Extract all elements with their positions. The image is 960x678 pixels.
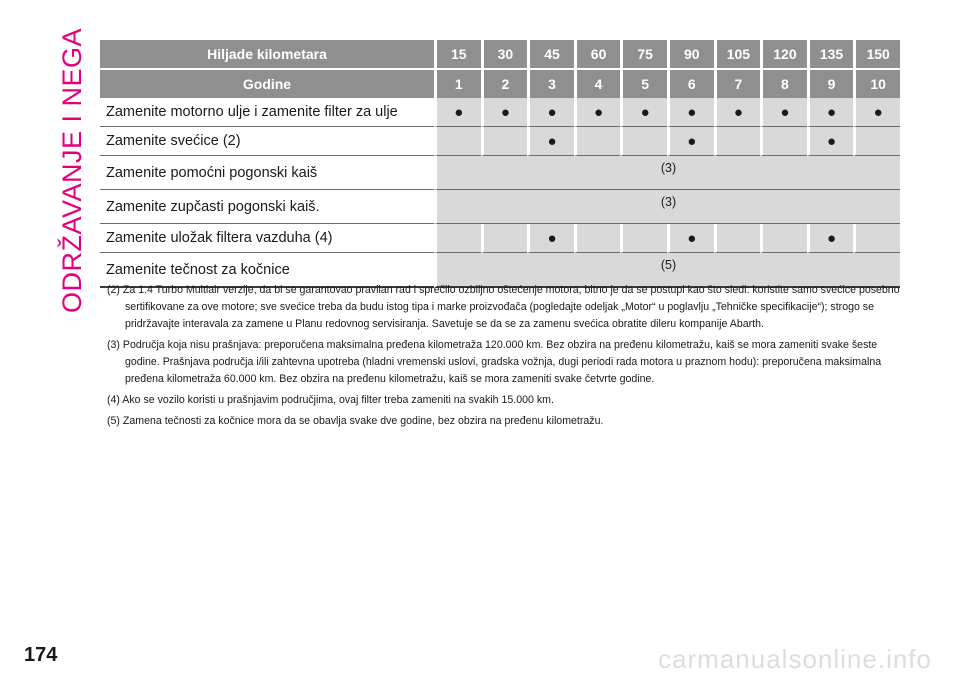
service-mark — [481, 224, 528, 253]
table-row — [100, 224, 900, 253]
service-mark — [620, 127, 667, 156]
service-mark: ● — [760, 98, 807, 127]
km-header-value: 150 — [853, 40, 900, 70]
chapter-title-text: ODRŽAVANJE I NEGA — [56, 28, 87, 314]
row-label: Zamenite tečnost za kočnice — [100, 253, 434, 288]
table-row — [100, 98, 900, 127]
year-header-value: 6 — [667, 70, 714, 98]
service-mark — [853, 127, 900, 156]
year-header-value: 1 — [434, 70, 481, 98]
footnotes — [107, 282, 907, 434]
service-mark — [574, 224, 621, 253]
service-mark — [574, 127, 621, 156]
year-header-value: 3 — [527, 70, 574, 98]
km-header-label: Hiljade kilometara — [100, 40, 434, 70]
km-header-value: 75 — [620, 40, 667, 70]
service-mark: ● — [527, 224, 574, 253]
row-label: Zamenite motorno ulje i zamenite filter za ulje — [100, 98, 434, 127]
service-mark — [853, 224, 900, 253]
row-label: Zamenite pomoćni pogonski kaiš — [100, 156, 434, 190]
year-header-label: Godine — [100, 70, 434, 98]
maintenance-schedule-table — [100, 40, 900, 288]
year-header-value: 8 — [760, 70, 807, 98]
table-row — [100, 190, 900, 224]
table-row — [100, 127, 900, 156]
page-number: 174 — [24, 644, 58, 666]
year-header-value: 2 — [481, 70, 528, 98]
service-mark: ● — [527, 127, 574, 156]
service-mark: ● — [807, 224, 854, 253]
service-mark: ● — [434, 98, 481, 127]
service-mark: ● — [667, 98, 714, 127]
km-header-value: 90 — [667, 40, 714, 70]
service-mark — [714, 224, 761, 253]
service-mark — [760, 224, 807, 253]
service-mark — [481, 127, 528, 156]
service-mark — [434, 224, 481, 253]
service-mark — [620, 224, 667, 253]
km-header-value: 120 — [760, 40, 807, 70]
km-header-row — [100, 40, 900, 70]
service-mark: ● — [853, 98, 900, 127]
km-header-value: 135 — [807, 40, 854, 70]
service-mark: ● — [527, 98, 574, 127]
year-header-value: 9 — [807, 70, 854, 98]
km-header-value: 60 — [574, 40, 621, 70]
service-mark — [714, 127, 761, 156]
year-header-value: 10 — [853, 70, 900, 98]
service-mark: ● — [574, 98, 621, 127]
service-mark: ● — [807, 98, 854, 127]
row-note: (3) — [434, 190, 900, 224]
km-header-value: 105 — [714, 40, 761, 70]
row-note: (3) — [434, 156, 900, 190]
footnote: (3) Područja koja nisu prašnjava: preporučena maksimalna pređena kilometraža 120.000 km. Bez obzira na pređenu kilometražu, kaiš se mora zameniti svake šeste godine. Prašnjava područja i/ili zahtevna upotreba (hladni vremenski uslovi, gradska vožnja, dugi periodi rada motora u praznom hodu): preporučena maksimalna pređena kilometraža 60.000 km. Bez obzira na pređenu kilometražu, kaiš se mora zameniti svake četvrte godine. — [107, 339, 882, 385]
km-header-value: 15 — [434, 40, 481, 70]
service-mark — [434, 127, 481, 156]
row-label: Zamenite svećice (2) — [100, 127, 434, 156]
year-header-row — [100, 70, 900, 98]
footnote: (5) Zamena tečnosti za kočnice mora da se obavlja svake dve godine, bez obzira na pređenu kilometražu. — [107, 415, 604, 427]
service-mark: ● — [807, 127, 854, 156]
year-header-value: 5 — [620, 70, 667, 98]
row-label: Zamenite uložak filtera vazduha (4) — [100, 224, 434, 253]
km-header-value: 45 — [527, 40, 574, 70]
row-note: (5) — [434, 253, 900, 288]
footnote: (4) Ako se vozilo koristi u prašnjavim područjima, ovaj filter treba zameniti na svakih 15.000 km. — [107, 394, 554, 406]
service-mark: ● — [667, 224, 714, 253]
service-mark: ● — [667, 127, 714, 156]
service-mark: ● — [714, 98, 761, 127]
year-header-value: 7 — [714, 70, 761, 98]
service-mark: ● — [481, 98, 528, 127]
row-label: Zamenite zupčasti pogonski kaiš. — [100, 190, 434, 224]
watermark: carmanualsonline.info — [658, 644, 932, 674]
service-mark — [760, 127, 807, 156]
service-mark: ● — [620, 98, 667, 127]
footnote: (2) Za 1.4 Turbo Multiair verzije, da bi se garantovao pravilan rad i sprečilo ozbiljno oštećenje motora, bitno je da se postupi kao što sledi: koristite samo svećice posebno sertifikovane za ove motore; sve svećice treba da budu istog tipa i marke proizvođača (pogledajte odeljak „Motor“ u poglavlju „Tehničke specifikacije“); strogo se pridržavajte interavala za zamene u Planu redovnog servisiranja. Savetuje se da se za zamenu svećica obratite dileru kompanije Abarth. — [107, 284, 900, 330]
year-header-value: 4 — [574, 70, 621, 98]
table-row — [100, 156, 900, 190]
chapter-side-title — [52, 28, 92, 314]
km-header-value: 30 — [481, 40, 528, 70]
